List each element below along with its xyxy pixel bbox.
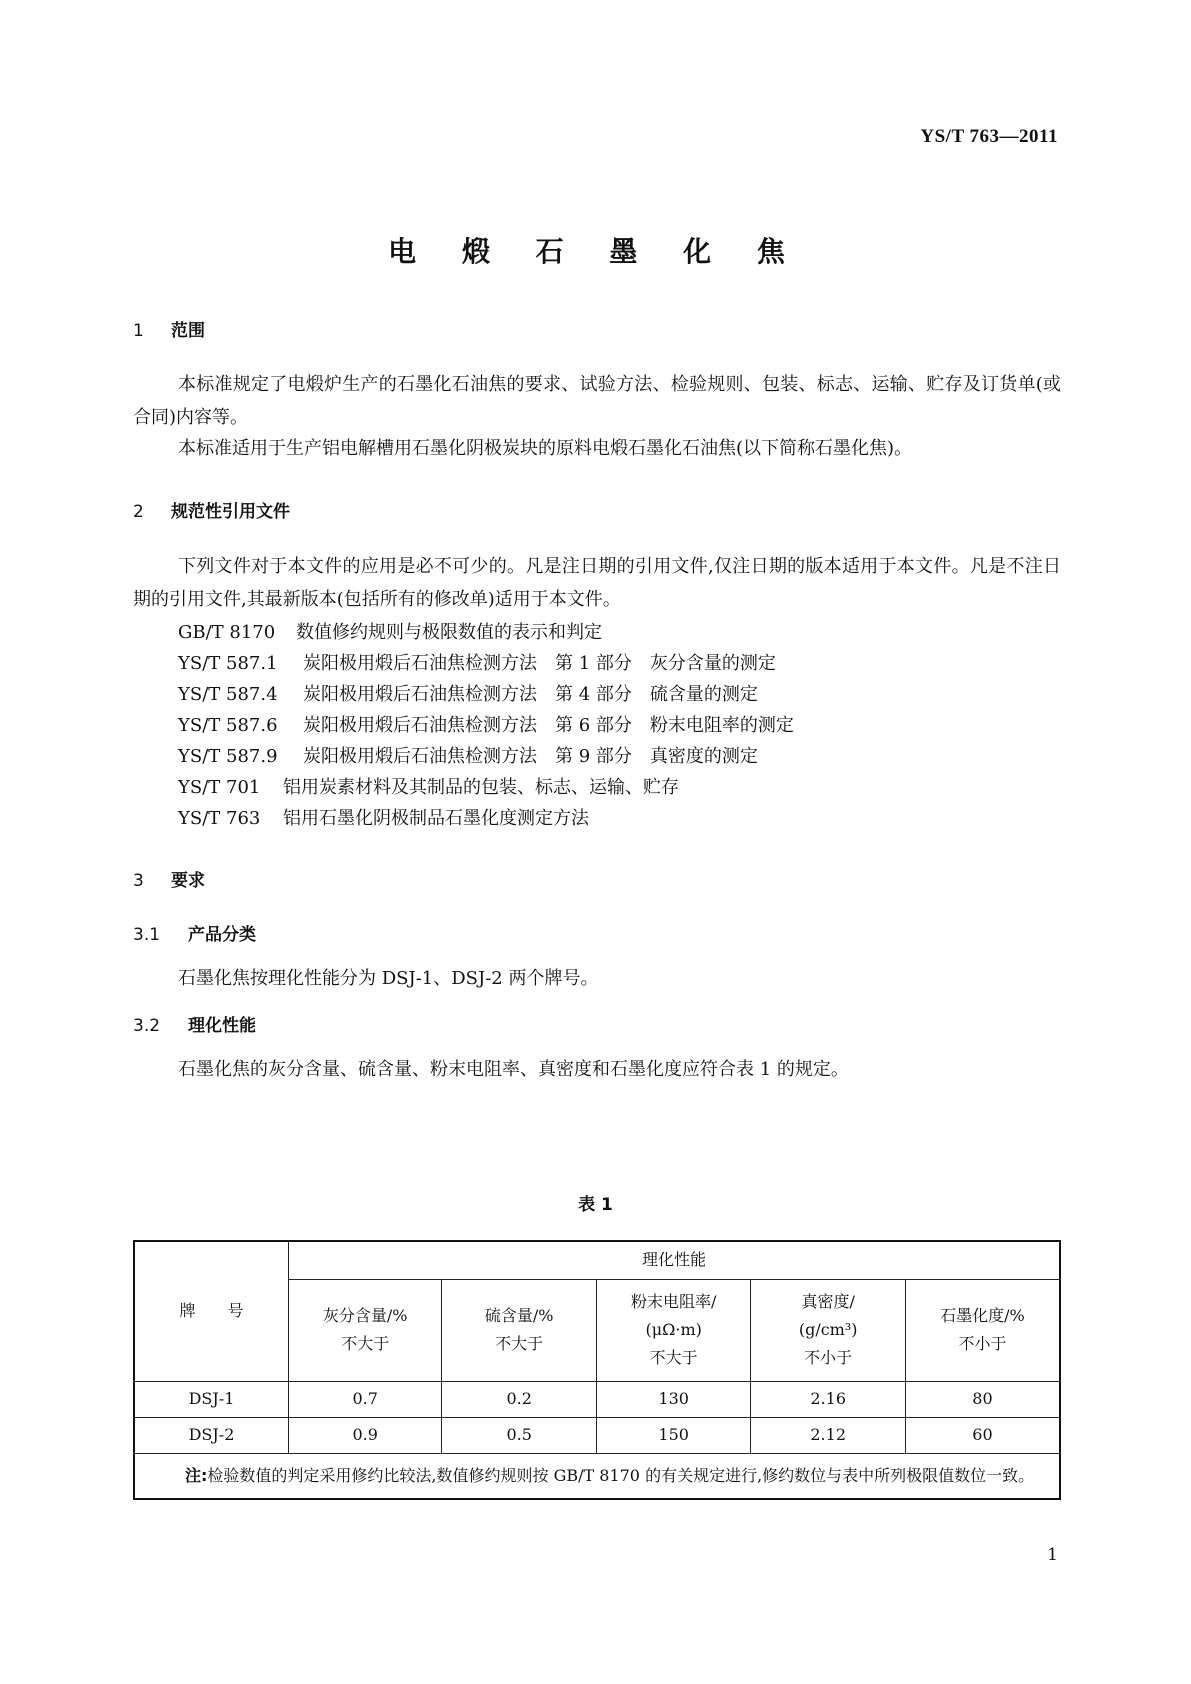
column-header-line: 不大于 xyxy=(649,1348,698,1367)
reference-code: YS/T 587.6 xyxy=(178,715,278,736)
grade-cell: DSJ-2 xyxy=(134,1417,289,1453)
subsection-3-2-heading xyxy=(133,1011,256,1036)
section-2-intro: 下列文件对于本文件的应用是必不可少的。凡是注日期的引用文件,仅注日期的版本适用于本文件。凡是不注日期的引用文件,其最新版本(包括所有的修改单)适用于本文件。 xyxy=(133,556,1061,610)
group-header: 理化性能 xyxy=(289,1241,1061,1279)
section-number: 1 xyxy=(133,321,144,341)
table-cell: 2.16 xyxy=(751,1381,906,1417)
section-1-paragraph-1: 本标准规定了电煅炉生产的石墨化石油焦的要求、试验方法、检验规则、包装、标志、运输、贮存及订货单(或合同)内容等。 xyxy=(133,374,1061,428)
reference-title: 炭阳极用煅后石油焦检测方法 第 1 部分 灰分含量的测定 xyxy=(303,653,776,674)
subsection-title: 产品分类 xyxy=(188,925,256,945)
reference-item xyxy=(178,773,679,799)
subsection-number: 3.1 xyxy=(133,925,161,945)
section-title: 范围 xyxy=(171,321,205,341)
column-header xyxy=(751,1279,906,1381)
reference-code: YS/T 701 xyxy=(178,777,261,798)
subsection-3-1-heading xyxy=(133,920,256,945)
reference-title: 数值修约规则与极限数值的表示和判定 xyxy=(296,622,602,643)
column-header-line: 粉末电阻率/ xyxy=(630,1292,717,1311)
column-header-line: 不小于 xyxy=(804,1348,853,1367)
reference-code: YS/T 763 xyxy=(178,808,261,829)
column-header-line: (μΩ·m) xyxy=(645,1320,702,1339)
reference-title: 炭阳极用煅后石油焦检测方法 第 4 部分 硫含量的测定 xyxy=(303,684,758,705)
section-2-heading xyxy=(133,497,290,522)
table-cell: 0.9 xyxy=(289,1417,442,1453)
note-text: 检验数值的判定采用修约比较法,数值修约规则按 GB/T 8170 的有关规定进行,修约数位与表中所列极限值数位一致。 xyxy=(207,1465,1035,1485)
standard-code: YS/T 763—2011 xyxy=(920,126,1058,147)
document-title: 电 煅 石 墨 化 焦 xyxy=(388,235,803,268)
table-cell: 2.12 xyxy=(751,1417,906,1453)
reference-title: 炭阳极用煅后石油焦检测方法 第 6 部分 粉末电阻率的测定 xyxy=(303,715,794,736)
table-cell: 150 xyxy=(596,1417,751,1453)
subsection-3-1-text: 石墨化焦按理化性能分为 DSJ-1、DSJ-2 两个牌号。 xyxy=(178,968,599,989)
column-header xyxy=(289,1279,442,1381)
section-1-heading xyxy=(133,316,205,341)
reference-code: GB/T 8170 xyxy=(178,622,276,643)
reference-item xyxy=(178,649,776,675)
subsection-number: 3.2 xyxy=(133,1016,161,1036)
table-cell: 0.7 xyxy=(289,1381,442,1417)
table-cell: 60 xyxy=(905,1417,1060,1453)
section-1-paragraph-2: 本标准适用于生产铝电解槽用石墨化阴极炭块的原料电煅石墨化石油焦(以下简称石墨化焦)。 xyxy=(178,438,913,459)
column-header-line: 不小于 xyxy=(958,1334,1007,1353)
column-header xyxy=(442,1279,597,1381)
reference-item xyxy=(178,618,602,644)
column-header xyxy=(905,1279,1060,1381)
table-cell: 0.5 xyxy=(442,1417,597,1453)
column-header-line: 硫含量/% xyxy=(484,1306,554,1325)
page-number: 1 xyxy=(1047,1545,1058,1565)
reference-code: YS/T 587.4 xyxy=(178,684,278,705)
subsection-3-2-text: 石墨化焦的灰分含量、硫含量、粉末电阻率、真密度和石墨化度应符合表 1 的规定。 xyxy=(178,1059,849,1080)
reference-code: YS/T 587.1 xyxy=(178,653,278,674)
reference-item xyxy=(178,680,758,706)
grade-cell: DSJ-1 xyxy=(134,1381,289,1417)
reference-item xyxy=(178,742,758,768)
reference-title: 炭阳极用煅后石油焦检测方法 第 9 部分 真密度的测定 xyxy=(303,746,758,767)
table-row xyxy=(134,1381,1060,1417)
column-header-line: 灰分含量/% xyxy=(322,1306,408,1325)
table-cell: 130 xyxy=(596,1381,751,1417)
section-3-heading xyxy=(133,866,205,891)
table-header-row xyxy=(134,1241,1060,1279)
reference-item xyxy=(178,804,589,830)
table-cell: 80 xyxy=(905,1381,1060,1417)
reference-item xyxy=(178,711,794,737)
column-header-line: 真密度/ xyxy=(801,1292,855,1311)
column-header xyxy=(596,1279,751,1381)
table-note-row xyxy=(134,1453,1060,1499)
note-label: 注: xyxy=(185,1465,208,1485)
subsection-title: 理化性能 xyxy=(188,1016,256,1036)
column-header-line: 石墨化度/% xyxy=(940,1306,1025,1325)
properties-table xyxy=(133,1240,1061,1500)
table-row xyxy=(134,1417,1060,1453)
reference-title: 铝用炭素材料及其制品的包装、标志、运输、贮存 xyxy=(283,777,679,798)
section-title: 规范性引用文件 xyxy=(171,502,290,522)
table-note xyxy=(134,1453,1060,1499)
section-title: 要求 xyxy=(171,871,205,891)
reference-code: YS/T 587.9 xyxy=(178,746,278,767)
column-header-line: (g/cm³) xyxy=(798,1320,858,1339)
grade-header: 牌 号 xyxy=(134,1241,289,1381)
table-cell: 0.2 xyxy=(442,1381,597,1417)
section-number: 2 xyxy=(133,502,144,522)
table-caption: 表 1 xyxy=(578,1195,613,1215)
section-number: 3 xyxy=(133,871,144,891)
reference-title: 铝用石墨化阴极制品石墨化度测定方法 xyxy=(283,808,589,829)
column-header-line: 不大于 xyxy=(341,1334,390,1353)
column-header-line: 不大于 xyxy=(495,1334,544,1353)
